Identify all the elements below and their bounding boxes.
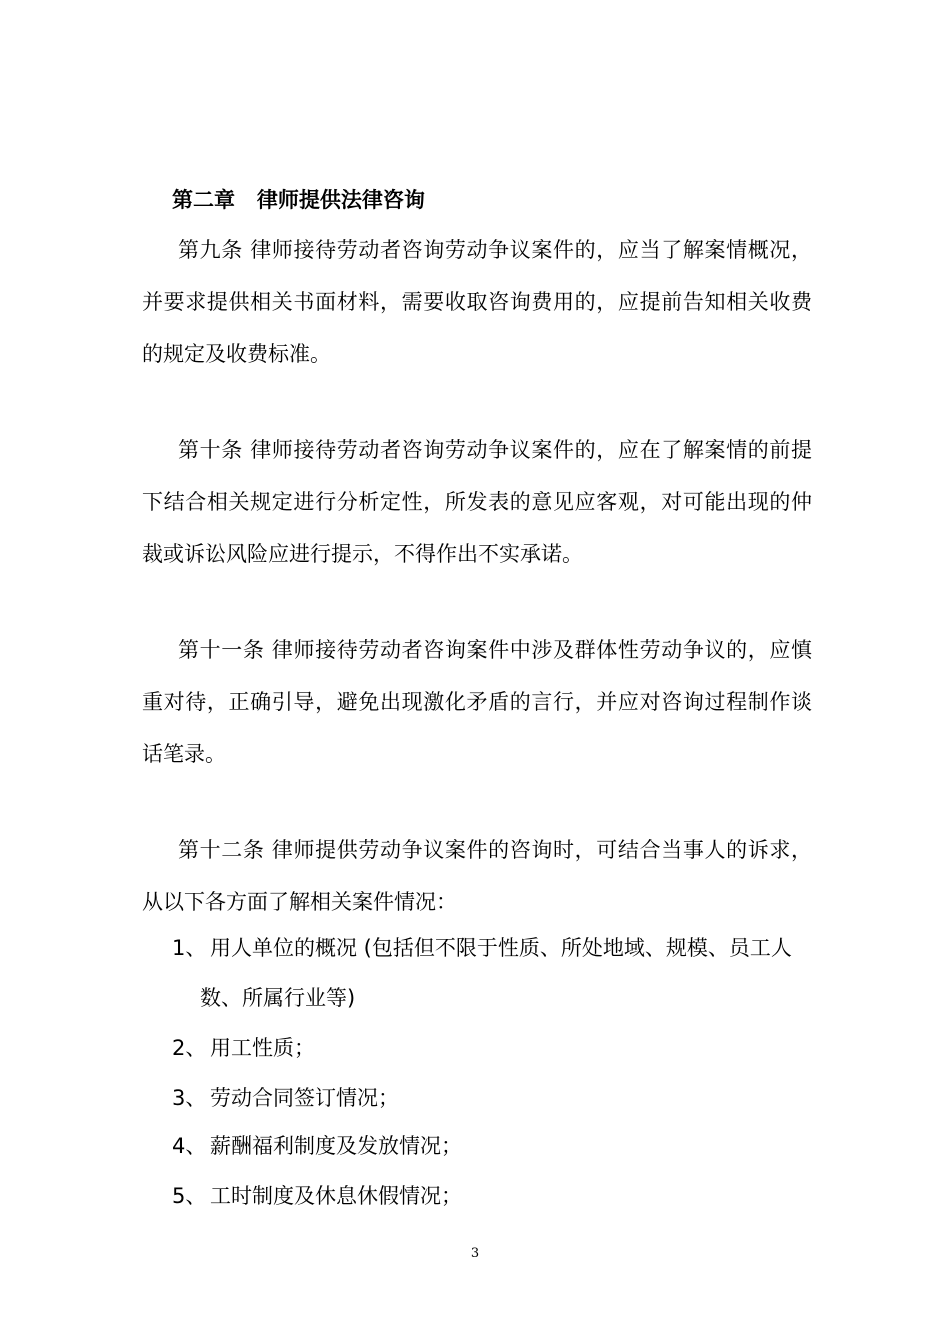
list-item-4 — [172, 1120, 812, 1172]
list-number: 5、 — [172, 1184, 207, 1208]
list-item-2 — [172, 1022, 812, 1074]
list-number: 3、 — [172, 1086, 207, 1110]
article-10: 第十条 律师接待劳动者咨询劳动争议案件的，应在了解案情的前提下结合相关规定进行分析定性，所发表的意见应客观，对可能出现的仲裁或诉讼风险应进行提示，不得作出不实承诺。 — [142, 438, 812, 566]
list-item-1 — [172, 922, 812, 974]
article-9: 第九条 律师接待劳动者咨询劳动争议案件的，应当了解案情概况，并要求提供相关书面材料，需要收取咨询费用的，应提前告知相关收费的规定及收费标准。 — [142, 238, 812, 366]
list-text: 用工性质； — [210, 1036, 315, 1060]
page-number: 3 — [470, 1246, 480, 1261]
list-item-3 — [172, 1072, 812, 1124]
list-number: 4、 — [172, 1134, 207, 1158]
list-number: 2、 — [172, 1036, 207, 1060]
chapter-title: 第二章 律师提供法律咨询 — [172, 188, 425, 212]
list-number: 1、 — [172, 936, 207, 960]
list-item-5 — [172, 1170, 812, 1222]
article-11: 第十一条 律师接待劳动者咨询案件中涉及群体性劳动争议的，应慎重对待，正确引导，避免出现激化矛盾的言行，并应对咨询过程制作谈话笔录。 — [142, 638, 812, 766]
list-text: 劳动合同签订情况； — [210, 1086, 399, 1110]
list-text: 薪酬福利制度及发放情况； — [210, 1134, 462, 1158]
list-text: 工时制度及休息休假情况； — [210, 1184, 462, 1208]
list-item-1-continuation: 数、所属行业等) — [200, 986, 356, 1010]
article-12: 第十二条 律师提供劳动争议案件的咨询时，可结合当事人的诉求，从以下各方面了解相关案件情况： — [142, 838, 812, 914]
list-text: 用人单位的概况 (包括但不限于性质、所处地域、规模、员工人 — [210, 936, 792, 960]
